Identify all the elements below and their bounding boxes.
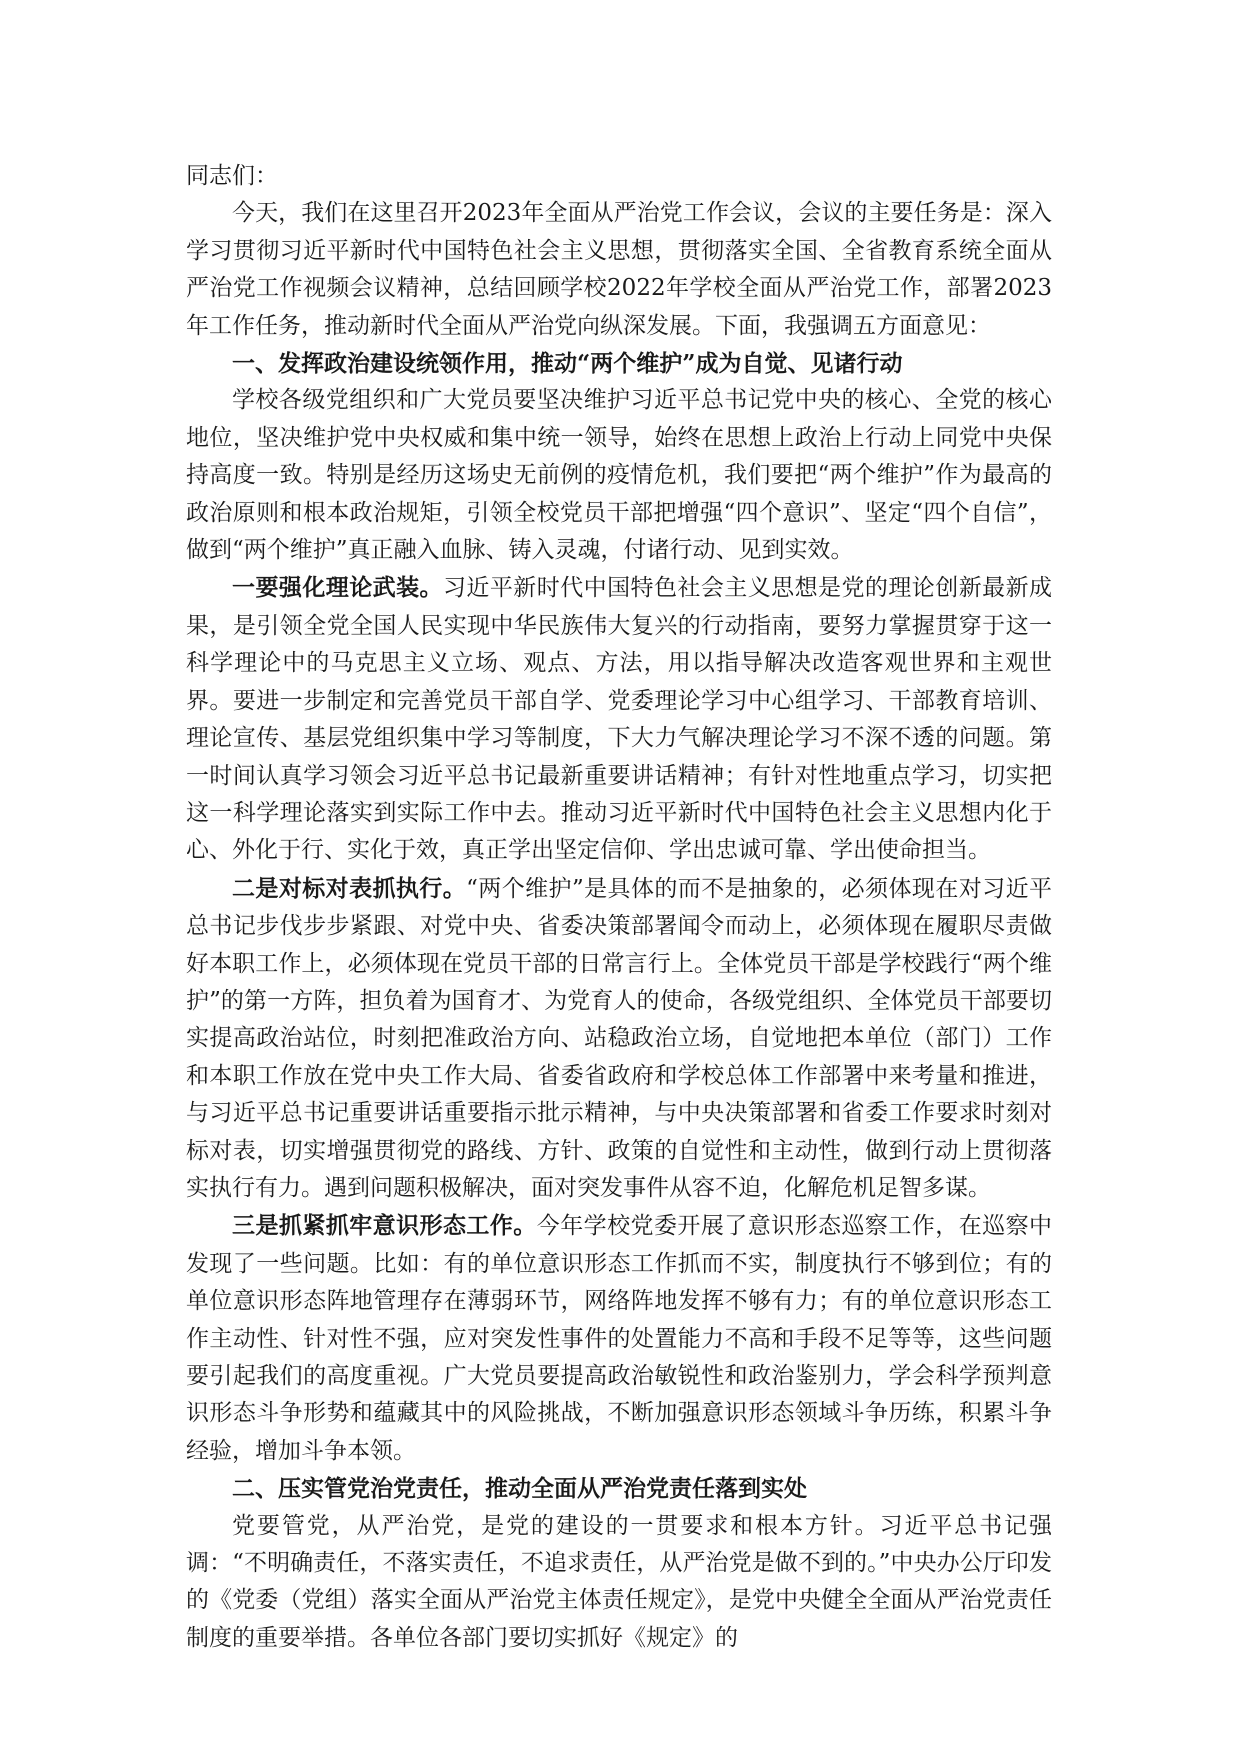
section-2-body: 党要管党，从严治党，是党的建设的一贯要求和根本方针。习近平总书记强调：“不明确责任，不落实责任，不追求责任，从严治党是做不到的。”中央办公厅印发的《党委（党组）落实全面从严治党主体责任规定》，是党中央健全全面从严治党责任制度的重要举措。各单位各部门要切实抓好《规定》的 xyxy=(186,1512,1052,1651)
item-2-text: “两个维护”是具体的而不是抽象的，必须体现在对习近平总书记步伐步步紧跟、对党中央、省委决策部署闻令而动上，必须体现在履职尽责做好本职工作上，必须体现在党员干部的日常言行上。全体党员干部是学校践行“两个维护”的第一方阵，担负着为国育才、为党育人的使命，各级党组织、全体党员干部要切实提高政治站位，时刻把准政治方向、站稳政治立场，自觉地把本单位（部门）工作和本职工作放在党中央工作大局、省委省政府和学校总体工作部署中来考量和推进，与习近平总书记重要讲话重要指示批示精神，与中央决策部署和省委工作要求时刻对标对表，切实增强贯彻党的路线、方针、政策的自觉性和主动性，做到行动上贯彻落实执行有力。遇到问题积极解决，面对突发事件从容不迫，化解危机足智多谋。 xyxy=(186,875,1052,1201)
item-3-text: 今年学校党委开展了意识形态巡察工作，在巡察中发现了一些问题。比如：有的单位意识形态工作抓而不实，制度执行不够到位；有的单位意识形态阵地管理存在薄弱环节，网络阵地发挥不够有力；有的单位意识形态工作主动性、针对性不强，应对突发性事件的处置能力不高和手段不足等等，这些问题要引起我们的高度重视。广大党员要提高政治敏锐性和政治鉴别力，学会科学预判意识形态斗争形势和蕴藏其中的风险挑战，不断加强意识形态领域斗争历练，积累斗争经验，增加斗争本领。 xyxy=(186,1213,1053,1464)
item-1-lead: 一要强化理论武装。 xyxy=(232,574,443,602)
section-1-heading: 一、发挥政治建设统领作用，推动“两个维护”成为自觉、见诸行动 xyxy=(232,350,903,378)
section-1-item-2 xyxy=(186,870,1052,1208)
section-1-item-1 xyxy=(186,569,1052,869)
salutation: 同志们： xyxy=(186,163,278,189)
item-3-lead: 三是抓紧抓牢意识形态工作。 xyxy=(232,1212,537,1240)
document-page xyxy=(186,158,1052,1657)
section-2-heading: 二、压实管党治党责任，推动全面从严治党责任落到实处 xyxy=(232,1475,807,1503)
item-2-lead: 二是对标对表抓执行。 xyxy=(232,874,467,902)
intro-paragraph: 今天，我们在这里召开2023年全面从严治党工作会议，会议的主要任务是：深入学习贯彻习近平新时代中国特色社会主义思想，贯彻落实全国、全省教育系统全面从严治党工作视频会议精神，总结回顾学校2022年学校全面从严治党工作，部署2023年工作任务，推动新时代全面从严治党向纵深发展。下面，我强调五方面意见： xyxy=(186,200,1052,339)
section-1-body: 学校各级党组织和广大党员要坚决维护习近平总书记党中央的核心、全党的核心地位，坚决维护党中央权威和集中统一领导，始终在思想上政治上行动上同党中央保持高度一致。特别是经历这场史无前例的疫情危机，我们要把“两个维护”作为最高的政治原则和根本政治规矩，引领全校党员干部把增强“四个意识”、坚定“四个自信”，做到“两个维护”真正融入血脉、铸入灵魂，付诸行动、见到实效。 xyxy=(186,387,1052,564)
section-1-item-3 xyxy=(186,1207,1052,1470)
item-1-text: 习近平新时代中国特色社会主义思想是党的理论创新最新成果，是引领全党全国人民实现中华民族伟大复兴的行动指南，要努力掌握贯穿于这一科学理论中的马克思主义立场、观点、方法，用以指导解决改造客观世界和主观世界。要进一步制定和完善党员干部自学、党委理论学习中心组学习、干部教育培训、理论宣传、基层党组织集中学习等制度，下大力气解决理论学习不深不透的问题。第一时间认真学习领会习近平总书记最新重要讲话精神；有针对性地重点学习，切实把这一科学理论落实到实际工作中去。推动习近平新时代中国特色社会主义思想内化于心、外化于行、实化于效，真正学出坚定信仰、学出忠诚可靠、学出使命担当。 xyxy=(186,575,1053,864)
